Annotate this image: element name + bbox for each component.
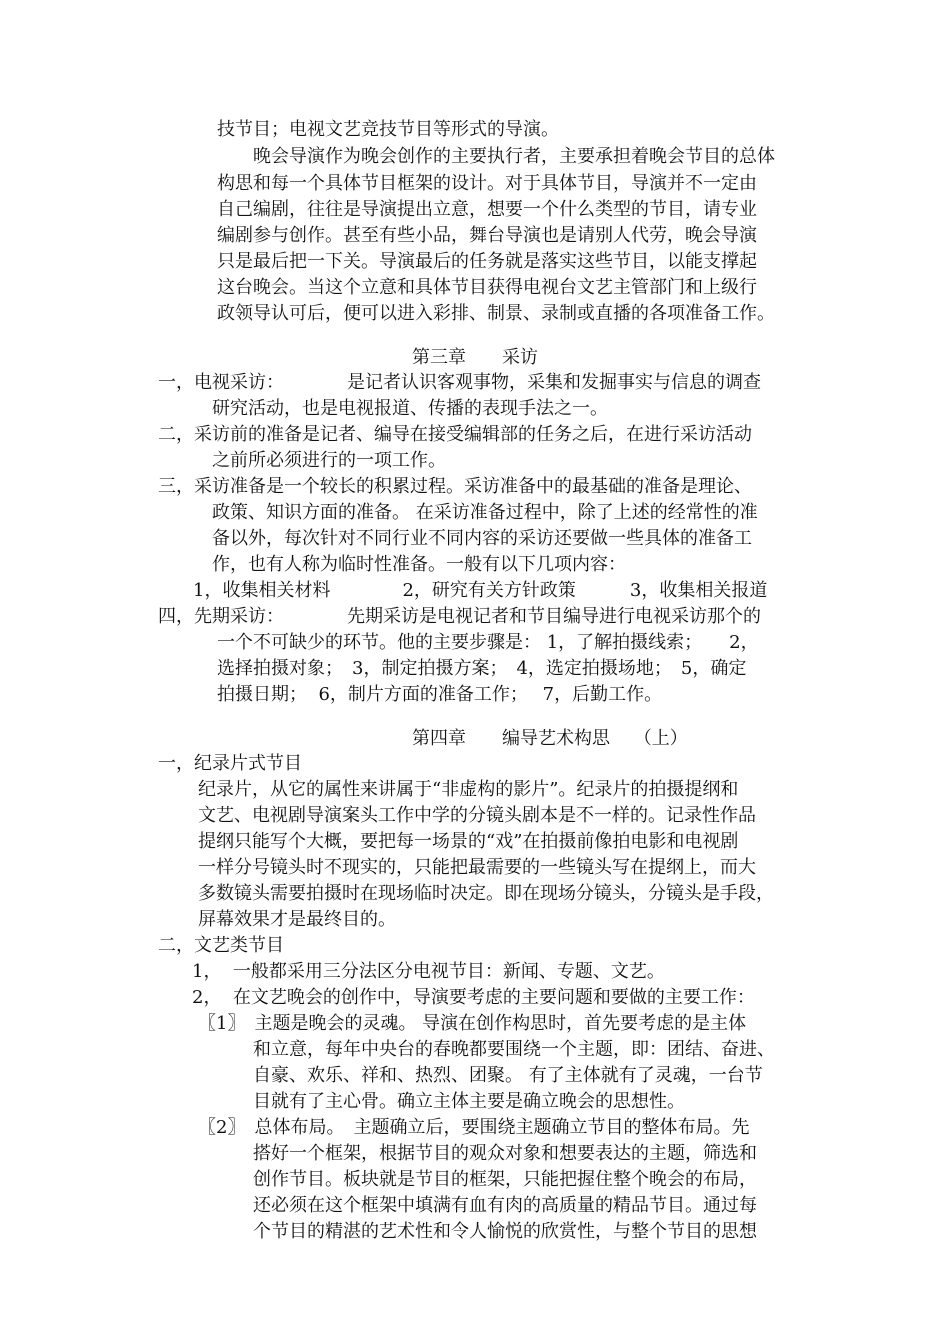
text-line: 只是最后把一下关。导演最后的任务就是落实这些节目，以能支撑起 [217,251,757,272]
section-heading: 一，纪录片式节目 [158,753,302,774]
text-line: 这台晚会。当这个立意和具体节目获得电视台文艺主管部门和上级行 [217,277,757,298]
text-line: 备以外，每次针对不同行业不同内容的采访还要做一些具体的准备工 [212,528,752,549]
text-line: 自己编剧，往往是导演提出立意，想要一个什么类型的节目，请专业 [217,199,757,220]
text-line: 选择拍摄对象； 3，制定拍摄方案； 4，选定拍摄场地； 5，确定 [217,658,747,679]
text-line: 个节目的精湛的艺术性和令人愉悦的欣赏性，与整个节目的思想 [253,1221,757,1242]
text-line: 一，电视采访： 是记者认识客观事物，采集和发掘事实与信息的调查 [158,372,761,393]
text-line: 政领导认可后，便可以进入彩排、制景、录制或直播的各项准备工作。 [217,303,775,324]
text-line: 之前所必须进行的一项工作。 [212,450,446,471]
text-line: 提纲只能写个大概，要把每一场景的“戏”在拍摄前像拍电影和电视剧 [198,831,739,852]
text-line: 1， 一般都采用三分法区分电视节目：新闻、专题、文艺。 [192,961,665,982]
text-line: 〖2〗 总体布局。 主题确立后，要围绕主题确立节目的整体布局。先 [198,1117,750,1138]
text-line: 一个不可缺少的环节。他的主要步骤是： 1，了解拍摄线索； 2， [217,632,759,653]
text-line: 构思和每一个具体节目框架的设计。对于具体节目，导演并不一定由 [217,173,757,194]
chapter-heading: 第三章 采访 [412,347,538,368]
text-line: 二，采访前的准备是记者、编导在接受编辑部的任务之后，在进行采访活动 [158,424,752,445]
text-line: 四，先期采访： 先期采访是电视记者和节目编导进行电视采访那个的 [158,606,761,627]
text-line: 〖1〗 主题是晚会的灵魂。 导演在创作构思时，首先要考虑的是主体 [198,1013,747,1034]
text-line: 自豪、欢乐、祥和、热烈、团聚。 有了主体就有了灵魂，一台节 [253,1065,763,1086]
text-line: 研究活动，也是电视报道、传播的表现手法之一。 [212,398,608,419]
text-line: 技节目；电视文艺竞技节目等形式的导演。 [217,119,559,140]
text-line: 作，也有人称为临时性准备。一般有以下几项内容： [212,554,626,575]
text-line: 拍摄日期； 6，制片方面的准备工作； 7，后勤工作。 [217,684,663,705]
text-line: 屏幕效果才是最终目的。 [198,909,396,930]
text-line: 三，采访准备是一个较长的积累过程。采访准备中的最基础的准备是理论、 [158,476,752,497]
text-line: 文艺、电视剧导演案头工作中学的分镜头剧本是不一样的。记录性作品 [198,805,756,826]
text-line: 纪录片，从它的属性来讲属于“非虚构的影片”。纪录片的拍摄提纲和 [198,779,739,800]
text-line: 搭好一个框架，根据节目的观众对象和想要表达的主题，筛选和 [253,1143,757,1164]
text-line: 政策、知识方面的准备。 在采访准备过程中，除了上述的经常性的准 [212,502,758,523]
text-line: 还必须在这个框架中填满有血有肉的高质量的精品节目。通过每 [253,1195,757,1216]
text-line: 目就有了主心骨。确立主体主要是确立晚会的思想性。 [253,1091,685,1112]
text-line: 多数镜头需要拍摄时在现场临时决定。即在现场分镜头，分镜头是手段， [198,883,774,904]
chapter-heading: 第四章 编导艺术构思 （上） [412,728,688,749]
section-heading: 二，文艺类节目 [158,935,284,956]
text-line: 创作节目。板块就是节目的框架，只能把握住整个晚会的布局， [253,1169,757,1190]
text-line: 2， 在文艺晚会的创作中，导演要考虑的主要问题和要做的主要工作： [192,987,755,1008]
text-line: 晚会导演作为晚会创作的主要执行者，主要承担着晚会节目的总体 [217,146,775,167]
text-line: 和立意，每年中央台的春晚都要围绕一个主题，即：团结、奋进、 [253,1039,775,1060]
text-line: 编剧参与创作。甚至有些小品，舞台导演也是请别人代劳，晚会导演 [217,225,757,246]
text-line: 一样分号镜头时不现实的，只能把最需要的一些镜头写在提纲上，而大 [198,857,756,878]
text-line: 1，收集相关材料 2，研究有关方针政策 3，收集相关报道 [193,580,768,601]
